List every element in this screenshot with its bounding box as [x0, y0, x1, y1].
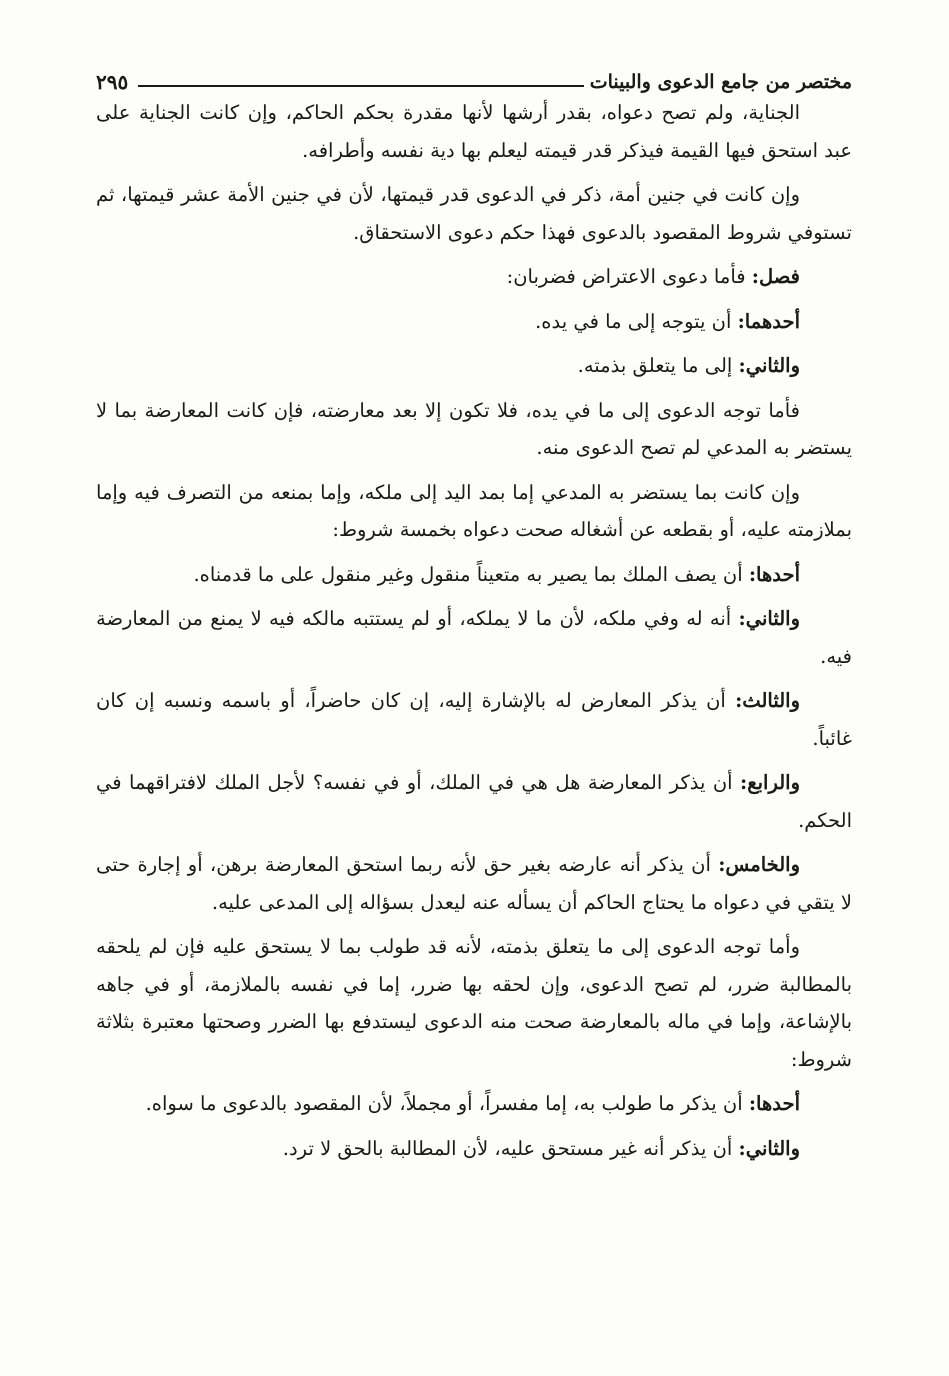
- list-item: والثاني: إلى ما يتعلق بذمته.: [577, 354, 800, 377]
- section-label: فصل:: [751, 265, 800, 288]
- item-label: والخامس:: [718, 853, 800, 876]
- list-item: والثاني: أنه له وفي ملكه، لأن ما لا يملكه، أو لم يستتبه مالكه فيه لا يمنع من المعارضة فيه.: [96, 607, 852, 668]
- paragraph: فأما توجه الدعوى إلى ما في يده، فلا تكون إلا بعد معارضته، فإن كانت المعارضة بما لا يستضر به المدعي لم تصح الدعوى منه.: [96, 398, 852, 459]
- paragraph: وإن كانت بما يستضر به المدعي إما بمد اليد إلى ملكه، وإما بمنعه من التصرف فيه وإما بملازمته عليه، أو بقطعه عن أشغاله صحت دعواه بخمسة شروط:: [96, 480, 852, 541]
- page-number: ٢٩٥: [96, 70, 129, 94]
- list-item: أحدهما: أن يتوجه إلى ما في يده.: [535, 309, 800, 333]
- running-header: [96, 58, 852, 92]
- item-label: والرابع:: [740, 771, 800, 794]
- document-page: [96, 58, 852, 1174]
- paragraph: وإن كانت في جنين أمة، ذكر في الدعوى قدر قيمتها، لأن في جنين الأمة عشر قيمتها، ثم تستوفي شروط المقصود بالدعوى فهذا حكم دعوى الاستحقاق.: [96, 183, 852, 244]
- item-label: أحدها:: [748, 562, 800, 586]
- list-item: أحدها: أن يذكر ما طولب به، إما مفسراً، أو مجملاً، لأن المقصود بالدعوى ما سواه.: [145, 1092, 800, 1115]
- item-label: أحدهما:: [737, 309, 800, 333]
- item-label: والثالث:: [735, 689, 800, 712]
- list-item: والخامس: أن يذكر أنه عارضه بغير حق لأنه ربما استحق المعارضة برهن، أو إجارة حتى لا يتقي في دعواه ما يحتاج الحاكم أن يسأله عنه ليعدل بسؤاله إلى المدعى عليه.: [96, 853, 852, 914]
- paragraph: الجناية، ولم تصح دعواه، بقدر أرشها لأنها مقدرة بحكم الحاكم، وإن كانت الجناية على عبد استحق فيها القيمة فيذكر قدر قيمته ليعلم بها دية نفسه وأطرافه.: [96, 101, 852, 162]
- item-label: والثاني:: [738, 354, 800, 377]
- item-label: والثاني:: [738, 1136, 800, 1160]
- section-heading: فصل: فأما دعوى الاعتراض فضربان:: [506, 265, 800, 288]
- list-item: أحدها: أن يصف الملك بما يصير به متعيناً منقول وغير منقول على ما قدمناه.: [193, 562, 800, 586]
- list-item: والثاني: أن يذكر أنه غير مستحق عليه، لأن المطالبة بالحق لا ترد.: [282, 1136, 800, 1160]
- item-label: أحدها:: [748, 1092, 800, 1115]
- header-rule: [138, 85, 584, 87]
- body-text: [96, 94, 852, 1167]
- book-title: مختصر من جامع الدعوى والبينات: [589, 71, 852, 93]
- paragraph: وأما توجه الدعوى إلى ما يتعلق بذمته، لأنه قد طولب بما لا يستحق عليه فإن لم يلحقه بالمطالبة ضرر، لم تصح الدعوى، وإن لحقه بها ضرر، إما في نفسه بالملازمة، أو في جاهه بالإشاعة، وإما في ماله بالمعارضة صحت منه الدعوى ليستدفع بها الضرر وصحتها معتبرة بثلاثة شروط:: [96, 935, 852, 1071]
- list-item: والرابع: أن يذكر المعارضة هل هي في الملك، أو في نفسه؟ لأجل الملك لافتراقهما في الحكم.: [96, 771, 852, 832]
- list-item: والثالث: أن يذكر المعارض له بالإشارة إليه، إن كان حاضراً، أو باسمه ونسبه إن كان غائباً.: [96, 689, 852, 750]
- item-label: والثاني:: [738, 607, 800, 630]
